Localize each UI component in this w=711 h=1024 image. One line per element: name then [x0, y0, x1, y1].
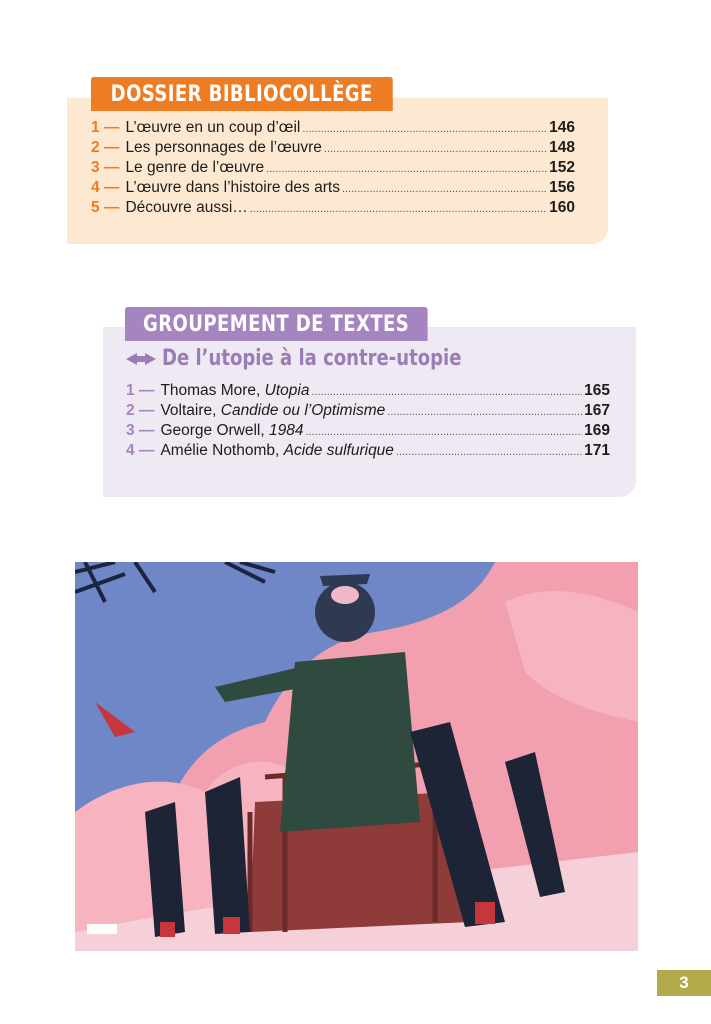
entry-number: 4 — — [91, 179, 120, 196]
toc-entry[interactable] — [91, 138, 575, 158]
entry-author: Thomas More, — [160, 382, 265, 399]
entry-page: 156 — [549, 179, 575, 196]
leader-dots — [324, 139, 547, 159]
entry-author: George Orwell, — [160, 422, 269, 439]
entry-label: Découvre aussi… — [125, 199, 248, 216]
entry-number: 5 — — [91, 199, 120, 216]
dossier-toc — [91, 118, 575, 218]
leader-dots — [387, 402, 582, 422]
leader-dots — [342, 179, 547, 199]
entry-page: 169 — [584, 422, 610, 439]
pig-cap — [320, 574, 370, 586]
toc-entry[interactable] — [91, 178, 575, 198]
toc-entry[interactable] — [126, 441, 610, 461]
entry-work: Acide sulfurique — [283, 442, 394, 459]
entry-label: L’œuvre en un coup d’œil — [125, 119, 301, 136]
entry-page: 152 — [549, 159, 575, 176]
leader-dots — [305, 422, 582, 442]
groupement-title: GROUPEMENT DE TEXTES — [125, 307, 427, 341]
entry-number: 1 — — [91, 119, 120, 136]
entry-work: Utopia — [264, 382, 310, 399]
double-arrow-icon — [126, 352, 156, 366]
entry-number: 3 — — [91, 159, 120, 176]
entry-work: 1984 — [268, 422, 304, 439]
entry-label — [160, 421, 303, 441]
leader-dots — [250, 199, 547, 219]
entry-page: 167 — [584, 402, 610, 419]
entry-page: 171 — [584, 442, 610, 459]
illustration-pig-and-dogs — [75, 562, 638, 951]
pig-snout — [331, 586, 359, 604]
subtitle-text: De l’utopie à la contre-utopie — [162, 346, 462, 371]
distant-house — [87, 924, 117, 934]
entry-number: 1 — — [126, 382, 155, 399]
toc-entry[interactable] — [126, 381, 610, 401]
entry-label — [160, 441, 394, 461]
entry-page: 160 — [549, 199, 575, 216]
entry-label: L’œuvre dans l’histoire des arts — [125, 179, 340, 196]
page-number: 3 — [657, 970, 711, 996]
entry-page: 165 — [584, 382, 610, 399]
groupement-subtitle — [126, 346, 527, 371]
leader-dots — [266, 159, 547, 179]
entry-label: Les personnages de l’œuvre — [125, 139, 322, 156]
entry-label — [160, 381, 309, 401]
toc-entry[interactable] — [91, 118, 575, 138]
entry-author: Voltaire, — [160, 402, 221, 419]
entry-number: 2 — — [126, 402, 155, 419]
toc-entry[interactable] — [126, 401, 610, 421]
entry-work: Candide ou l’Optimisme — [220, 402, 386, 419]
dossier-title: DOSSIER BIBLIOCOLLÈGE — [91, 77, 392, 111]
entry-number: 3 — — [126, 422, 155, 439]
leader-dots — [302, 119, 547, 139]
entry-page: 146 — [549, 119, 575, 136]
leader-dots — [311, 382, 582, 402]
entry-page: 148 — [549, 139, 575, 156]
entry-number: 4 — — [126, 442, 155, 459]
groupement-toc — [126, 381, 610, 461]
toc-entry[interactable] — [126, 421, 610, 441]
entry-author: Amélie Nothomb, — [160, 442, 284, 459]
leader-dots — [396, 442, 582, 462]
toc-entry[interactable] — [91, 198, 575, 218]
entry-label — [160, 401, 385, 421]
entry-number: 2 — — [91, 139, 120, 156]
entry-label: Le genre de l’œuvre — [125, 159, 265, 176]
toc-entry[interactable] — [91, 158, 575, 178]
